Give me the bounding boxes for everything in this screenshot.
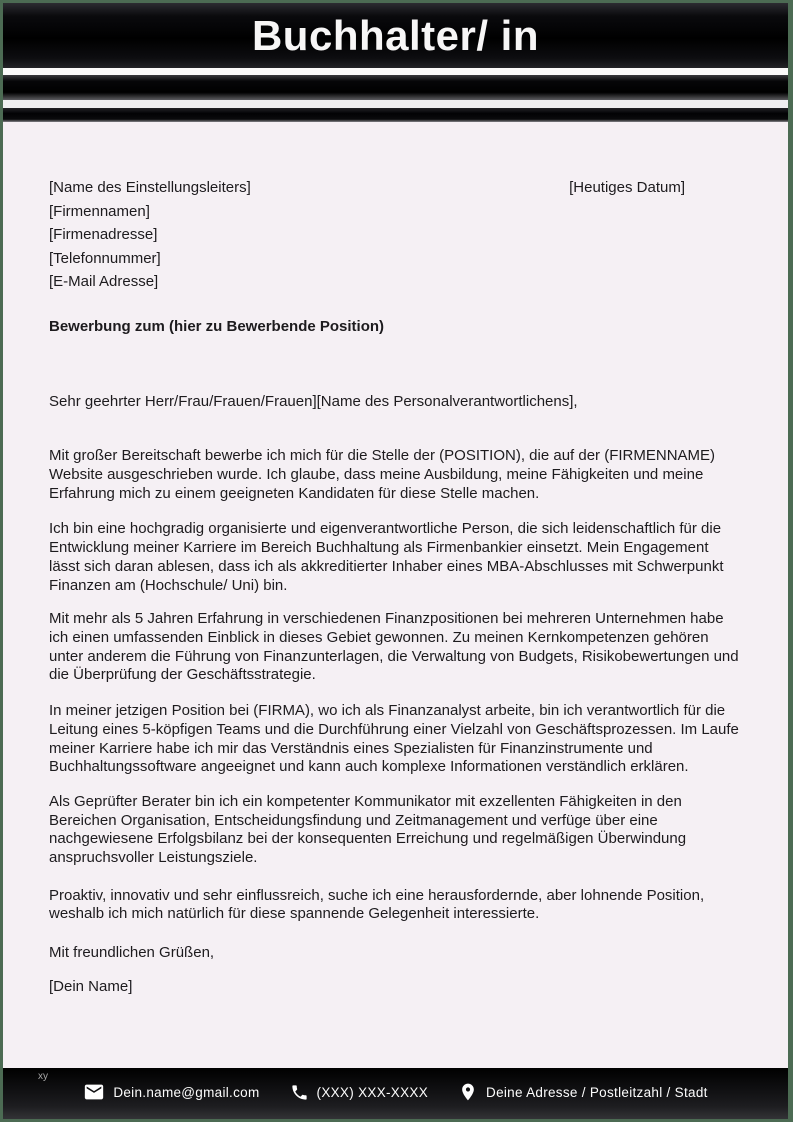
recipient-line: [Name des Einstellungsleiters]	[49, 179, 251, 196]
divider-stripe	[3, 75, 788, 100]
email-text: Dein.name@gmail.com	[113, 1084, 260, 1100]
envelope-icon	[83, 1081, 105, 1103]
phone-text: (XXX) XXX-XXXX	[316, 1084, 429, 1100]
divider-stripe	[3, 100, 788, 108]
contact-row	[3, 1081, 788, 1103]
contact-phone	[290, 1083, 428, 1102]
watermark-text: xy	[38, 1071, 48, 1082]
contact-email	[83, 1081, 259, 1103]
page-title: Buchhalter/ in	[251, 11, 540, 59]
recipient-line: [Telefonnummer]	[49, 249, 161, 267]
letter-body	[3, 122, 788, 997]
recipient-line: [Firmennamen]	[49, 202, 150, 220]
letter-paragraph: Ich bin eine hochgradig organisierte und eigenverantwortliche Person, die sich leidenschaftlich für die Entwicklung meiner Karriere im Bereich Buchhaltung als Firmenbankier einsetzt. Mein Engagement lässt sich daran ablesen, dass ich als akkreditierter Inhaber eines MBA-Abschlusses mit Schwerpunkt Finanzen am (Hochschule/ Uni) bin.	[49, 520, 724, 594]
closing-line: Mit freundlichen Grüßen,	[49, 944, 215, 962]
footer-bar	[3, 1068, 788, 1119]
recipient-line: [Firmenadresse]	[49, 226, 158, 244]
subject-line: Bewerbung zum (hier zu Bewerbende Position)	[49, 317, 385, 335]
recipient-line: [E-Mail Adresse]	[49, 273, 159, 291]
letter-paragraph: Mit mehr als 5 Jahren Erfahrung in verschiedenen Finanzpositionen bei mehreren Unternehmen habe ich einen umfassenden Einblick in dieses Gebiet gewonnen. Zu meinen Kernkompetenzen gehören unter anderem die Führung von Finanzunterlagen, die Verwaltung von Budgets, Risikobewertungen und die Überprüfung der Geschäftsstrategie.	[49, 610, 739, 684]
divider-stripe	[3, 108, 788, 122]
address-text: Deine Adresse / Postleitzahl / Stadt	[486, 1084, 708, 1100]
letter-paragraph: Als Geprüfter Berater bin ich ein kompetenter Kommunikator mit exzellenten Fähigkeiten in den Bereichen Organisation, Entscheidungsfindung und Zeitmanagement und verfüge über eine nachgewiesene Erfolgsbilanz bei der konsequenten Erreichung und regelmäßigen Überwindung anspruchsvoller Leistungsziele.	[49, 792, 687, 867]
divider-stripe	[3, 68, 788, 75]
salutation: Sehr geehrter Herr/Frau/Frauen/Frauen][Name des Personalverantwortlichens],	[49, 392, 578, 410]
masthead-bar	[3, 3, 788, 68]
contact-address	[458, 1082, 708, 1102]
letter-paragraph: In meiner jetzigen Position bei (FIRMA), wo ich als Finanzanalyst arbeite, bin ich verantwortlich für die Leitung eines 5-köpfigen Teams und die Durchführung einer Vielzahl von Geschäftsprozessen. Im Laufe meiner Karriere habe ich mir das Verständnis eines Spezialisten für Finanzinstrumente und Buchhaltungssoftware angeeignet und kann auch komplexe Informationen verständlich erklären.	[49, 702, 739, 776]
date-placeholder: [Heutiges Datum]	[569, 179, 685, 196]
recipient-block	[49, 176, 741, 294]
location-pin-icon	[458, 1082, 478, 1102]
letter-paragraph: Mit großer Bereitschaft bewerbe ich mich für die Stelle der (POSITION), die auf der (FIRMENNAME) Website ausgeschrieben wurde. Ich glaube, dass meine Ausbildung, meine Fähigkeiten und meine Erfahrung mich zu einem geeigneten Kandidaten für diese Stelle machen.	[49, 447, 716, 502]
phone-icon	[290, 1083, 309, 1102]
letter-paragraph: Proaktiv, innovativ und sehr einflussreich, suche ich eine herausfordernde, aber lohnende Position, weshalb ich mich natürlich für diese spannende Gelegenheit interessierte.	[49, 886, 705, 923]
signature-placeholder: [Dein Name]	[49, 977, 133, 995]
